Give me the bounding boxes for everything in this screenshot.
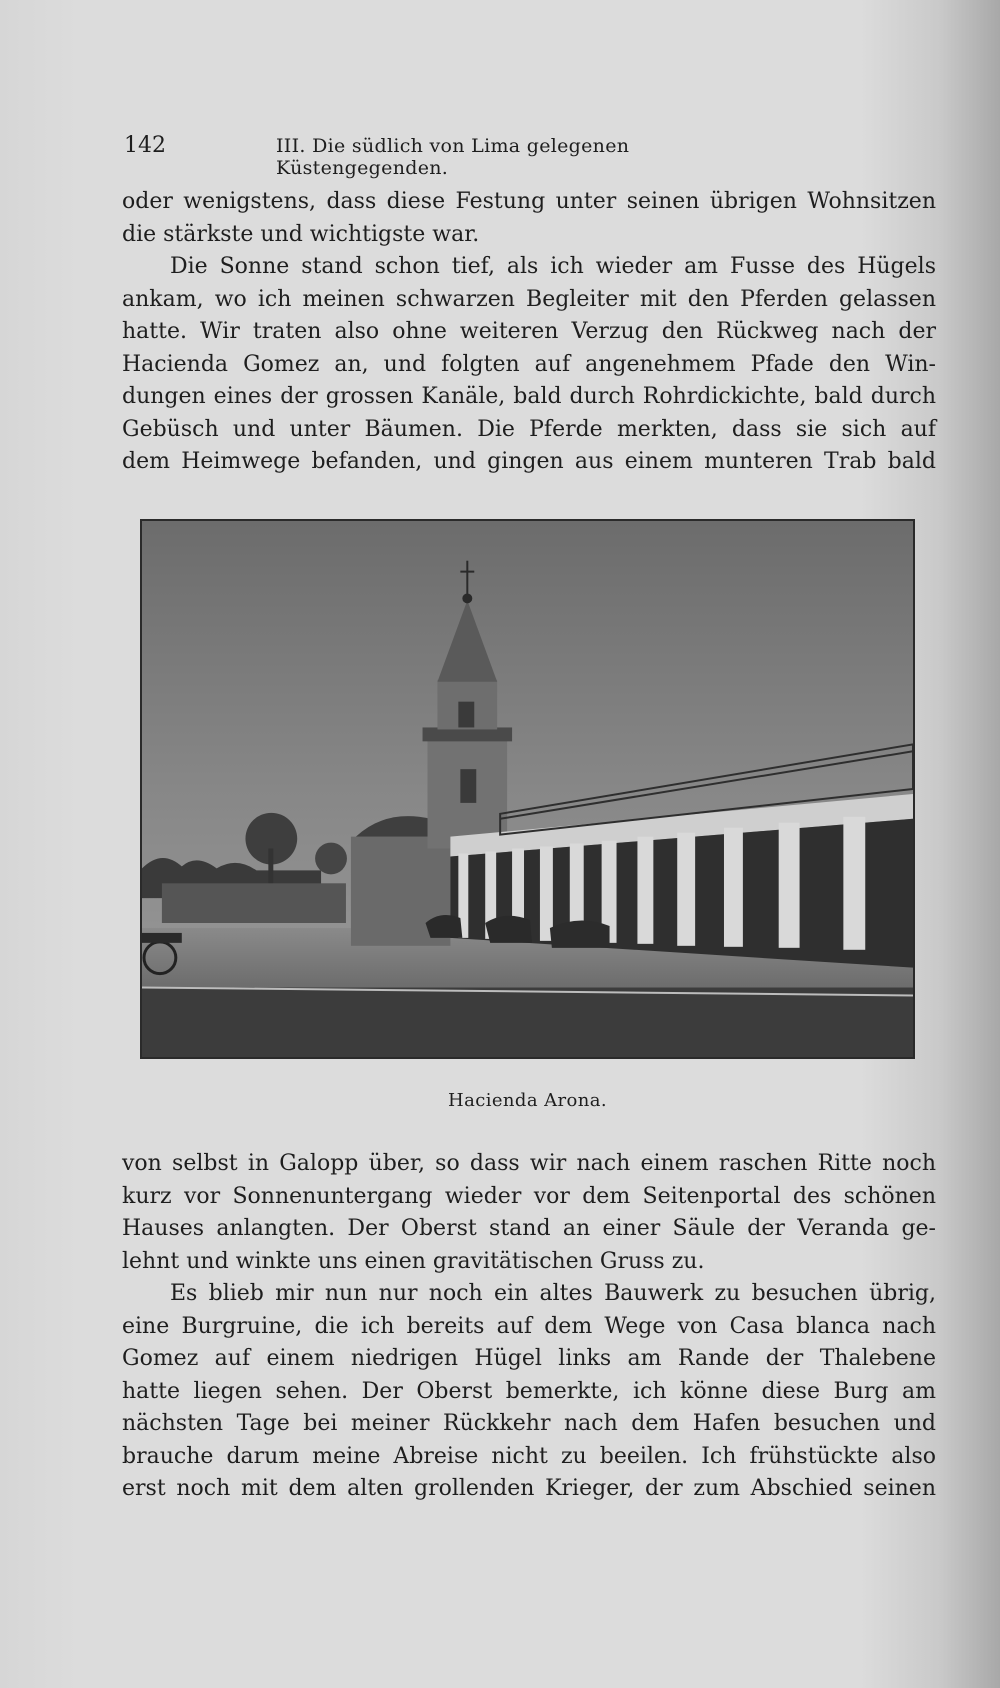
text-line: erst noch mit dem alten grollenden Krieger, der zum Abschied seinen: [122, 1476, 936, 1501]
hacienda-photo-illustration: [142, 521, 913, 1057]
text-line: ankam, wo ich meinen schwarzen Begleiter mit den Pferden gelassen: [122, 286, 936, 312]
text-line: Es blieb mir nun nur noch ein altes Bauwerk zu besuchen übrig,: [170, 1281, 936, 1306]
text-line: Hacienda Gomez an, und folgten auf angenehmem Pfade den Win-: [122, 351, 936, 377]
text-line: brauche darum meine Abreise nicht zu beeilen. Ich frühstückte also: [122, 1443, 936, 1469]
text-line: lehnt und winkte uns einen gravitätischen Gruss zu.: [122, 1248, 705, 1274]
text-line: Gebüsch und unter Bäumen. Die Pferde merkten, dass sie sich auf: [122, 416, 936, 442]
text-line: Hauses anlangten. Der Oberst stand an einer Säule der Veranda ge-: [122, 1216, 936, 1241]
text-line: kurz vor Sonnenuntergang wieder vor dem Seitenportal des schönen: [122, 1183, 936, 1209]
text-line: die stärkste und wichtigste war.: [122, 221, 480, 247]
text-line: von selbst in Galopp über, so dass wir nach einem raschen Ritte noch: [122, 1151, 936, 1176]
text-line: Gomez auf einem niedrigen Hügel links am Rande der Thalebene: [122, 1346, 936, 1371]
figure-caption: Hacienda Arona.: [448, 1090, 607, 1111]
text-block-bottom: [122, 1148, 936, 1506]
page-header: [124, 133, 804, 179]
figure-photo-hacienda: [140, 519, 915, 1059]
text-line: eine Burgruine, die ich bereits auf dem Wege von Casa blanca nach: [122, 1313, 936, 1339]
text-line: hatte. Wir traten also ohne weiteren Verzug den Rückweg nach der: [122, 319, 936, 344]
text-line: dungen eines der grossen Kanäle, bald durch Rohrdickichte, bald durch: [122, 384, 936, 409]
text-line: oder wenigstens, dass diese Festung unter seinen übrigen Wohnsitzen: [122, 189, 936, 214]
page-number: 142: [124, 133, 166, 158]
running-head: III. Die südlich von Lima gelegenen Küstengegenden.: [276, 135, 630, 179]
text-line: hatte liegen sehen. Der Oberst bemerkte, ich könne diese Burg am: [122, 1378, 936, 1404]
text-line: dem Heimwege befanden, und gingen aus einem munteren Trab bald: [122, 449, 936, 474]
text-block-top: [122, 186, 936, 479]
text-line: nächsten Tage bei meiner Rückkehr nach dem Hafen besuchen und: [122, 1411, 936, 1436]
text-line: Die Sonne stand schon tief, als ich wieder am Fusse des Hügels: [170, 254, 936, 279]
